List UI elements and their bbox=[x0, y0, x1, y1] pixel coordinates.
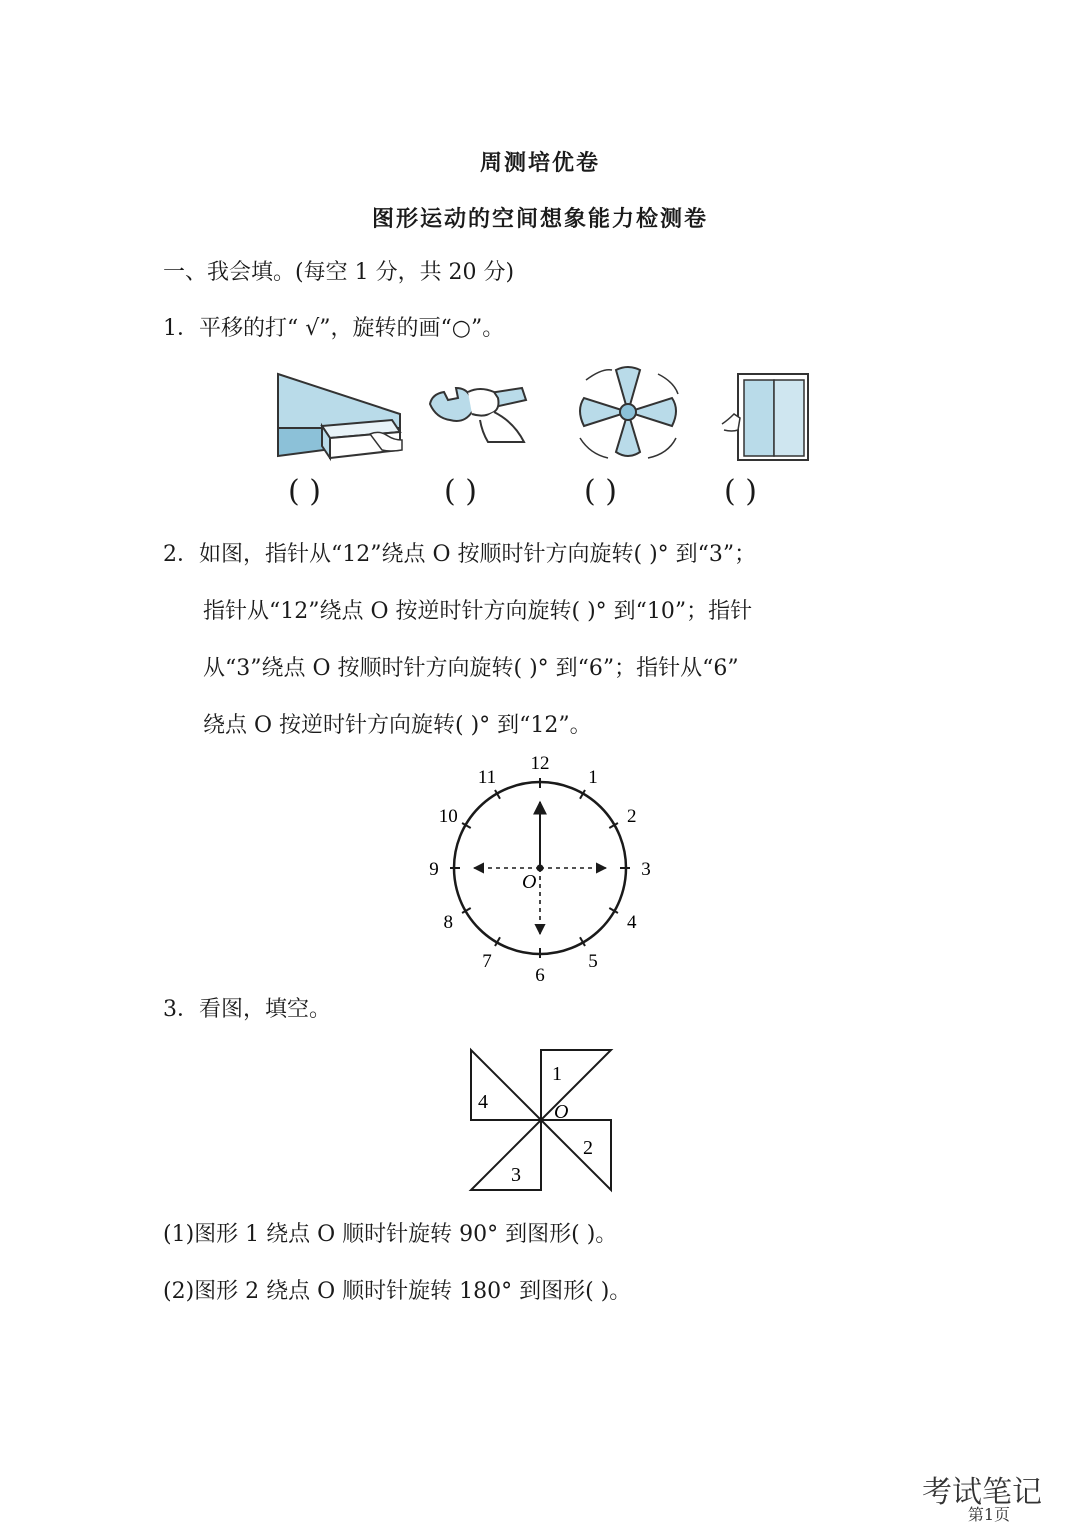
question-2-line-4[interactable]: 绕点 O 按逆时针方向旋转( )° 到“12”。 bbox=[203, 713, 592, 738]
pinwheel-triangle-2 bbox=[541, 1120, 611, 1190]
question-3-sub-1[interactable]: (1)图形 1 绕点 O 顺时针旋转 90° 到图形( )。 bbox=[163, 1222, 618, 1247]
page-number: 第1页 bbox=[967, 1505, 1010, 1524]
pinwheel-center-label: O bbox=[554, 1101, 569, 1123]
clock-number: 8 bbox=[443, 912, 453, 933]
answer-blank-3[interactable]: ( ) bbox=[584, 474, 617, 509]
page-subtitle: 图形运动的空间想象能力检测卷 bbox=[371, 206, 708, 232]
drawer-icon bbox=[274, 370, 404, 462]
clock-number: 7 bbox=[482, 950, 492, 972]
pinwheel-label-2: 2 bbox=[583, 1137, 593, 1159]
pinwheel-triangle-1 bbox=[541, 1050, 611, 1120]
pinwheel-label-3: 3 bbox=[511, 1164, 521, 1186]
clock-number: 11 bbox=[477, 767, 497, 789]
pinwheel-diagram bbox=[466, 1046, 616, 1196]
clock-number: 10 bbox=[438, 806, 458, 827]
clock-number: 12 bbox=[530, 753, 550, 774]
question-3-text: 3．看图，填空。 bbox=[163, 997, 331, 1022]
pinwheel-label-4: 4 bbox=[478, 1091, 488, 1113]
watermark: 考试笔记 bbox=[922, 1475, 1042, 1510]
question-2-line-1[interactable]: 2．如图，指针从“12”绕点 O 按顺时针方向旋转( )° 到“3”； bbox=[163, 542, 757, 567]
question-3-sub-2[interactable]: (2)图形 2 绕点 O 顺时针旋转 180° 到图形( )。 bbox=[163, 1279, 632, 1304]
clock-number: 9 bbox=[429, 859, 439, 880]
center-point bbox=[537, 865, 544, 872]
clock-diagram bbox=[420, 748, 660, 984]
clock-number: 1 bbox=[588, 767, 598, 789]
answer-blank-2[interactable]: ( ) bbox=[444, 474, 477, 509]
question-2-line-2[interactable]: 指针从“12”绕点 O 按逆时针方向旋转( )° 到“10”；指针 bbox=[203, 599, 753, 624]
clock-number: 6 bbox=[535, 965, 545, 984]
question-1-text: 1．平移的打“ √”，旋转的画“○”。 bbox=[163, 316, 505, 341]
answer-blank-1[interactable]: ( ) bbox=[288, 474, 321, 509]
page-title: 周测培优卷 bbox=[479, 150, 600, 176]
center-label: O bbox=[522, 871, 537, 893]
question-2-line-3[interactable]: 从“3”绕点 O 按顺时针方向旋转( )° 到“6”；指针从“6” bbox=[203, 656, 739, 681]
pinwheel-triangle-3 bbox=[471, 1120, 541, 1190]
fan-icon bbox=[572, 364, 684, 464]
clock-number: 3 bbox=[641, 859, 651, 880]
wrench-icon bbox=[424, 382, 542, 452]
answer-blank-4[interactable]: ( ) bbox=[724, 474, 757, 509]
clock-number: 5 bbox=[588, 950, 598, 972]
section-heading: 一、我会填。(每空 1 分，共 20 分) bbox=[163, 260, 515, 285]
clock-number: 2 bbox=[627, 806, 637, 827]
clock-number: 4 bbox=[627, 912, 637, 933]
pinwheel-label-1: 1 bbox=[552, 1063, 562, 1085]
window-icon bbox=[720, 370, 812, 464]
